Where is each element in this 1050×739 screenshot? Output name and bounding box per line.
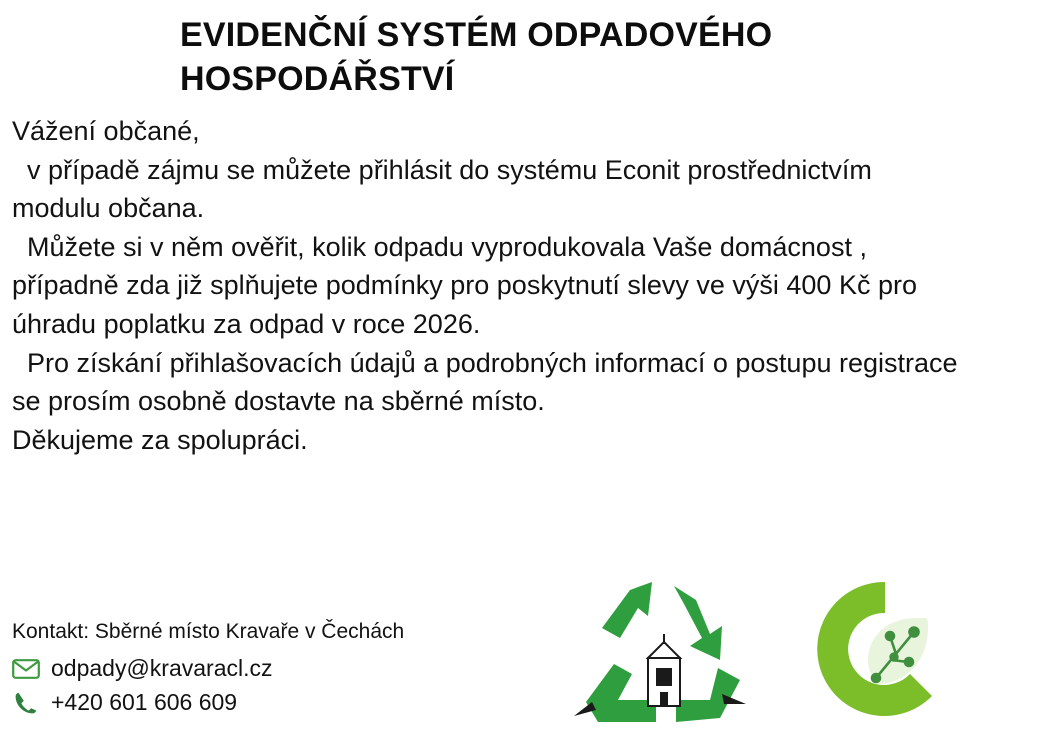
paragraph-discount: Můžete si v něm ověřit, kolik odpadu vyprodukovala Vaše domácnost , případně zda již splňujete podmínky pro poskytnutí slevy ve výši 400 Kč pro úhradu poplatku za odpad v roce 2026. bbox=[12, 231, 925, 340]
paragraph-thanks: Děkujeme za spolupráci. bbox=[12, 424, 308, 455]
logo-group bbox=[560, 566, 1030, 736]
contact-location: Kontakt: Sběrné místo Kravaře v Čechách bbox=[12, 620, 405, 643]
envelope-icon bbox=[12, 656, 40, 682]
contact-block bbox=[12, 618, 572, 722]
page-title: EVIDENČNÍ SYSTÉM ODPADOVÉHO HOSPODÁŘSTVÍ bbox=[180, 16, 773, 98]
contact-email: odpady@kravaracl.cz bbox=[51, 655, 273, 682]
body-text bbox=[12, 112, 966, 459]
paragraph-instructions: Pro získání přihlašovacích údajů a podrobných informací o postupu registrace se prosím osobně dostavte na sběrné místo. bbox=[12, 347, 966, 417]
phone-icon bbox=[12, 690, 40, 716]
recycle-logo bbox=[570, 572, 760, 737]
contact-phone-row[interactable] bbox=[12, 688, 572, 718]
leaf-eco-logo bbox=[810, 574, 960, 729]
contact-email-row[interactable] bbox=[12, 654, 572, 684]
paragraph-registration: v případě zájmu se můžete přihlásit do systému Econit prostřednictvím modulu občana. bbox=[12, 154, 880, 224]
contact-phone: +420 601 606 609 bbox=[51, 689, 238, 716]
paragraph-greeting: Vážení občané, bbox=[12, 116, 200, 146]
